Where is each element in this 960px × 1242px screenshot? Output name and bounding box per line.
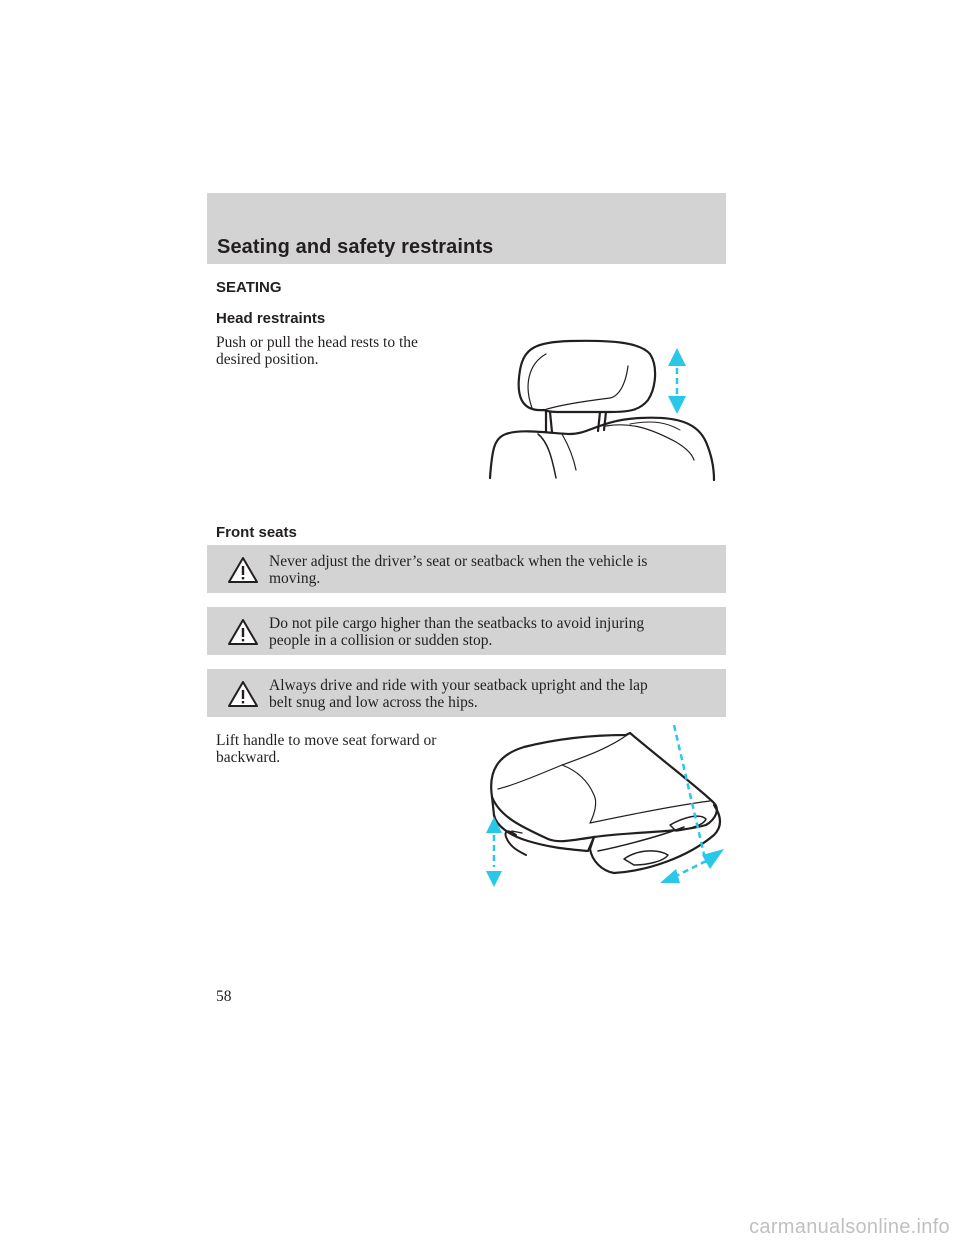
head-restraints-text-line2: desired position. [216,351,319,368]
section-title: Seating and safety restraints [217,236,494,258]
warning-box-2 [207,607,726,655]
warning-box-3 [207,669,726,717]
vertical-adjust-arrow [668,348,686,414]
section-header-band [207,193,726,264]
watermark: carmanualsonline.info [749,1216,950,1238]
head-restraint-illustration [480,330,730,490]
seat-cushion-illustration [478,725,728,895]
head-restraints-text-line1: Push or pull the head rests to the [216,334,418,351]
warning-box-1 [207,545,726,593]
adjust-text-line1: Lift handle to move seat forward or [216,732,437,749]
warning-triangle-icon [227,680,259,708]
warning-triangle-icon [227,618,259,646]
warning-2-line1: Do not pile cargo higher than the seatbacks to avoid injuring [269,615,645,632]
warning-1-line1: Never adjust the driver’s seat or seatback when the vehicle is [269,553,648,570]
warning-3-line1: Always drive and ride with your seatback upright and the lap [269,677,648,694]
head-restraints-heading: Head restraints [216,310,326,327]
warning-3-line2: belt snug and low across the hips. [269,694,478,711]
page-number: 58 [216,988,232,1005]
main-heading: SEATING [216,279,282,296]
warning-1-line2: moving. [269,570,321,587]
vertical-adjust-arrow [486,817,502,887]
warning-2-line2: people in a collision or sudden stop. [269,632,493,649]
adjust-text-line2: backward. [216,749,281,766]
front-seats-heading: Front seats [216,524,297,541]
warning-triangle-icon [227,556,259,584]
